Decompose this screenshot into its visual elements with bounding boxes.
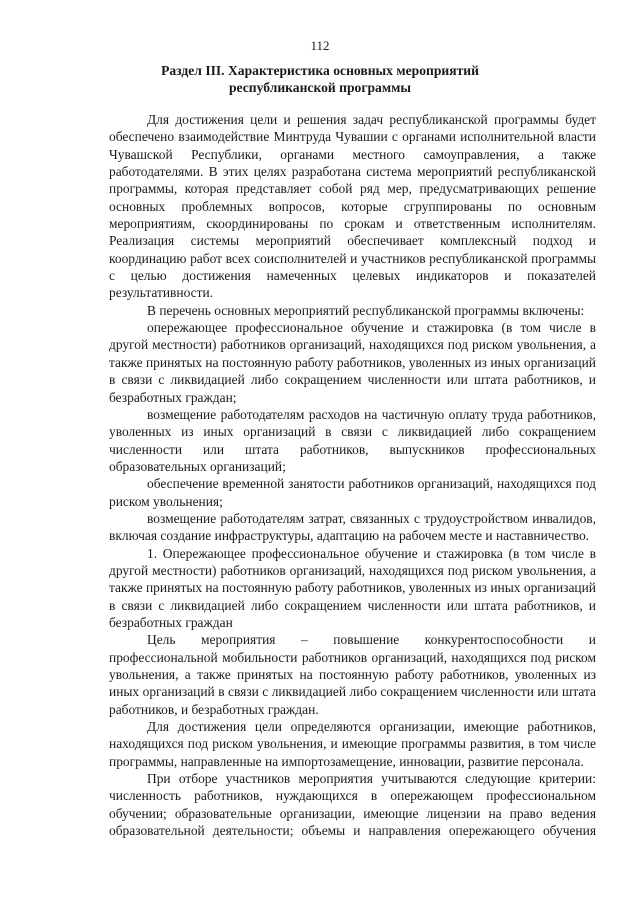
- list-item-disabled-employment: возмещение работодателям затрат, связанных с трудоустройством инвалидов, включая создание инфраструктуры, адаптацию на рабочем месте и наставничество.: [109, 510, 596, 544]
- body-text: [109, 111, 596, 839]
- paragraph-measure-1-title: 1. Опережающее профессиональное обучение и стажировка (в том числе в другой местности) работников организаций, находящихся под риском увольнения, а также принятых на постоянную работу работников, уволенных из иных организаций в связи с ликвидацией либо сокращением численности или штата работников, и безработных граждан: [109, 545, 596, 630]
- section-heading-line-2: республиканской программы: [229, 80, 411, 95]
- section-heading-line-1: Раздел III. Характеристика основных мероприятий: [161, 63, 479, 78]
- paragraph-measure-goal: Цель мероприятия – повышение конкурентоспособности и профессиональной мобильности работников организаций, находящихся под риском увольнения, а также принятых на постоянную работу работников, уволенных из иных организаций в связи с ликвидацией либо сокращением численности или штата работников, и безработных граждан.: [109, 632, 596, 717]
- paragraph-intro: Для достижения цели и решения задач республиканской программы будет обеспечено взаимодействие Минтруда Чувашии с органами исполнительной власти Чувашской Республики, органами местного самоуправления, а также работодателями. В этих целях разработана система мероприятий республиканской программы, которая представляет собой ряд мер, предусматривающих решение основных проблемных вопросов, которые сгруппированы по основным мероприятиям, скоординированы по срокам и ответственным исполнителям. Реализация системы мероприятий обеспечивает комплексный подход и координацию работ всех соисполнителей и участников республиканской программы с целью достижения намеченных целевых индикаторов и показателей результативности.: [109, 112, 596, 301]
- section-heading: [100, 62, 540, 96]
- paragraph-list-intro: В перечень основных мероприятий республиканской программы включены:: [147, 302, 585, 318]
- list-item-temporary-employment: обеспечение временной занятости работников организаций, находящихся под риском увольнения;: [109, 476, 596, 509]
- list-item-wage-compensation: возмещение работодателям расходов на частичную оплату труда работников, уволенных из иных организаций в связи с ликвидацией либо сокращением численности или штата работников, выпускников профессиональных образовательных организаций;: [109, 406, 596, 474]
- paragraph-goal-achievement: Для достижения цели определяются организации, имеющие работников, находящихся под риском увольнения, и имеющие программы развития, в том числе программы, направленные на импортозамещение, инновации, развитие персонала.: [109, 719, 596, 769]
- page-number: 112: [310, 38, 330, 53]
- list-item-advanced-training: опережающее профессиональное обучение и стажировка (в том числе в другой местности) работников организаций, находящихся под риском увольнения, а также принятых на постоянную работу работников, уволенных из иных организаций в связи с ликвидацией либо сокращением численности или штата работников, и безработных граждан;: [109, 320, 596, 405]
- paragraph-selection-criteria: При отборе участников мероприятия учитываются следующие критерии: численность работников, нуждающихся в опережающем профессиональном обучении; образовательные организации, имеющие лицензии на право ведения образовательной деятельности; объемы и направления опережающего обучения: [109, 771, 596, 839]
